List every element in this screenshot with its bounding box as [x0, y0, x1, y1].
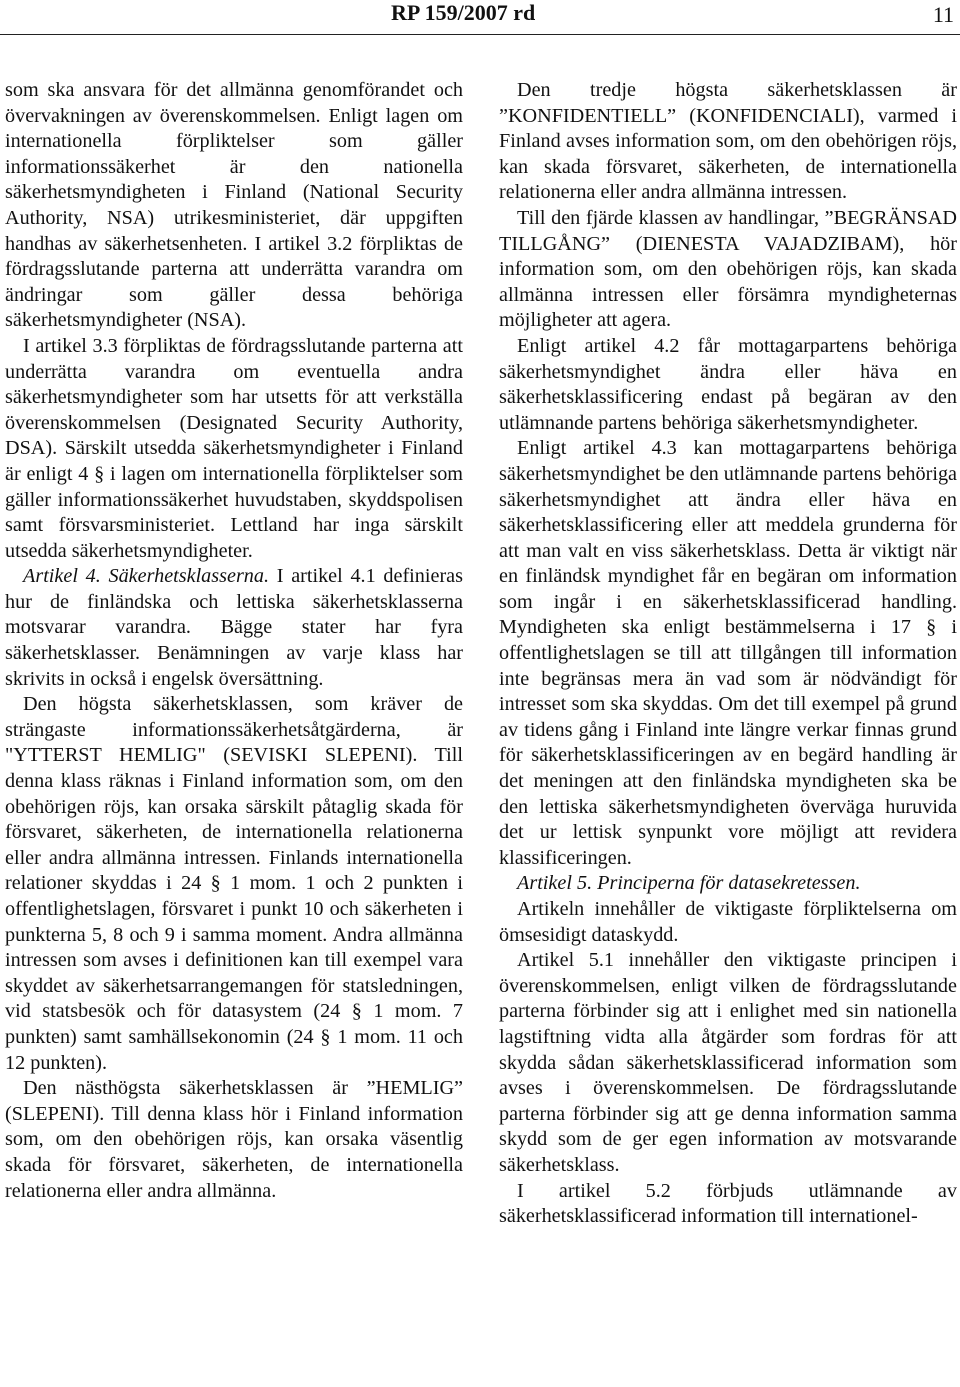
paragraph: Den nästhögsta säkerhetsklassen är ”HEMLIG” (SLEPENI). Till denna klass hör i Finland information som, om den obehörigen röjs, kan orsaka väsentlig skada för försvaret, säkerheten, de internationella relationerna eller andra allmänna.	[5, 1077, 463, 1202]
page-header	[0, 0, 960, 34]
left-column	[5, 78, 463, 1204]
paragraph: Till den fjärde klassen av handlingar, ”BEGRÄNSAD TILLGÅNG” (DIENESTA VAJADZIBAM), hör information som, om den obehörigen röjs, kan skada allmänna intressen eller försämra myndigheternas möjligheter att agera.	[499, 206, 957, 332]
paragraph: Enligt artikel 4.3 kan mottagarpartens behöriga säkerhetsmyndighet be den utlämnande partens behöriga säkerhetsmyndighet att ändra eller häva en säkerhetsklassificering eller att meddela grunderna för att man valt en viss säkerhetsklass. Detta är viktigt när en finländsk myndighet får en begäran om information som ingår i en säkerhetsklassificerad handling. Myndigheten ska enligt bestämmelserna i 17 § i offentlighetslagen se till att tillgången till information inte begränsas mera än vad som är nödvändigt för intresset som ska skyddas. Om det till exempel på grund av tidens gång i Finland inte längre verkar finnas grund för säkerhetsklassificeringen av en begärd handling är det meningen att den finländska myndigheten ska be den lettiska säkerhetsmyndigheten överväga huruvida det ur lettisk synpunkt vore möjligt att revidera klassificeringen.	[499, 437, 957, 869]
paragraph: Enligt artikel 4.2 får mottagarpartens behöriga säkerhetsmyndighet ändra eller häva en säkerhetsklassificering endast på begäran av den utlämnande partens behöriga säkerhetsmyndigheter.	[499, 334, 957, 434]
paragraph: Artikel 5.1 innehåller den viktigaste principen i överenskommelsen, enligt vilken de fördragsslutande parterna förbinder sig att i enlighet med sin nationella lagstiftning vidta alla åtgärder som fordras för att skydda sådan säkerhetsklassificerad information som avses i överenskommelsen. De fördragsslutande parterna förbinder sig att ge denna information samma skydd som de ger egen information av motsvarande säkerhetsklass.	[499, 949, 957, 1176]
paragraph	[499, 871, 957, 897]
paragraph: Den högsta säkerhetsklassen, som kräver de strängaste informationssäkerhetsåtgärderna, är "YTTERST HEMLIG" (SEVISKI SLEPENI). Till denna klass räknas i Finland information som, om den obehörigen röjs, kan orsaka särskilt påtaglig skada för försvaret, säkerheten, de internationella relationerna eller andra allmänna intressen. Finlands internationella relationer skyddas i 24 § 1 mom. 1 och 2 punkten i offentlighetslagen, försvaret i punkt 10 och säkerheten i punkterna 5, 8 och 9 i samma moment. Andra allmänna intressen som avses i definitionen kan till exempel vara skyddet av säkerhetsarrangemangen för statsledningen, vid statsbesök och för datasystem (24 § 1 mom. 7 punkten) samt samhällsekonomin (24 § 1 mom. 11 och 12 punkten).	[5, 693, 463, 1074]
section-heading: Artikel 4. Säkerhetsklasserna.	[23, 565, 270, 588]
running-head: RP 159/2007 rd	[391, 0, 536, 25]
paragraph: I artikel 5.2 förbjuds utlämnande av säkerhetsklassificerad information till internationel-	[499, 1179, 957, 1228]
paragraph: Den tredje högsta säkerhetsklassen är ”KONFIDENTIELL” (KONFIDENCIALI), varmed i Finland avses information som, om den obehörigen röjs, kan skada försvaret, säkerheten, de internationella relationerna eller andra allmänna intressen.	[499, 79, 957, 204]
right-column	[499, 78, 957, 1230]
paragraph: Artikeln innehåller de viktigaste förpliktelserna om ömsesidigt dataskydd.	[499, 898, 957, 946]
section-heading: Artikel 5. Principerna för datasekretessen.	[517, 872, 861, 895]
paragraph: som ska ansvara för det allmänna genomförandet och övervakningen av överenskommelsen. Enligt lagen om internationella förpliktelser som gäller informationssäkerhet är den nationella säkerhetsmyndigheten i Finland (National Security Authority, NSA) utrikesministeriet, där uppgiften handhas av säkerhetsenheten. I artikel 3.2 förpliktas de fördragsslutande parterna att underrätta varandra om ändringar som gäller dessa behöriga säkerhetsmyndigheter (NSA).	[5, 79, 463, 332]
header-rule	[0, 34, 960, 35]
page-number: 11	[932, 2, 954, 27]
paragraph: Artikel 4. Säkerhetsklasserna. I artikel 4.1 definieras hur de finländska och lettiska säkerhetsklasserna motsvarar varandra. Bägge stater har fyra säkerhetsklasser. Benämningen av varje klass har skrivits in också i engelsk översättning.	[5, 565, 463, 690]
paragraph: I artikel 3.3 förpliktas de fördragsslutande parterna att underrätta varandra om eventuella andra säkerhetsmyndigheter som har utsetts för att verkställa överenskommelsen (Designated Security Authority, DSA). Särskilt utsedda säkerhetsmyndigheter i Finland är enligt 4 § i lagen om internationella förpliktelser som gäller informationssäkerhet huvudstaben, skyddspolisen samt försvarsministeriet. Lettland har inga särskilt utsedda säkerhetsmyndigheter.	[5, 334, 463, 562]
